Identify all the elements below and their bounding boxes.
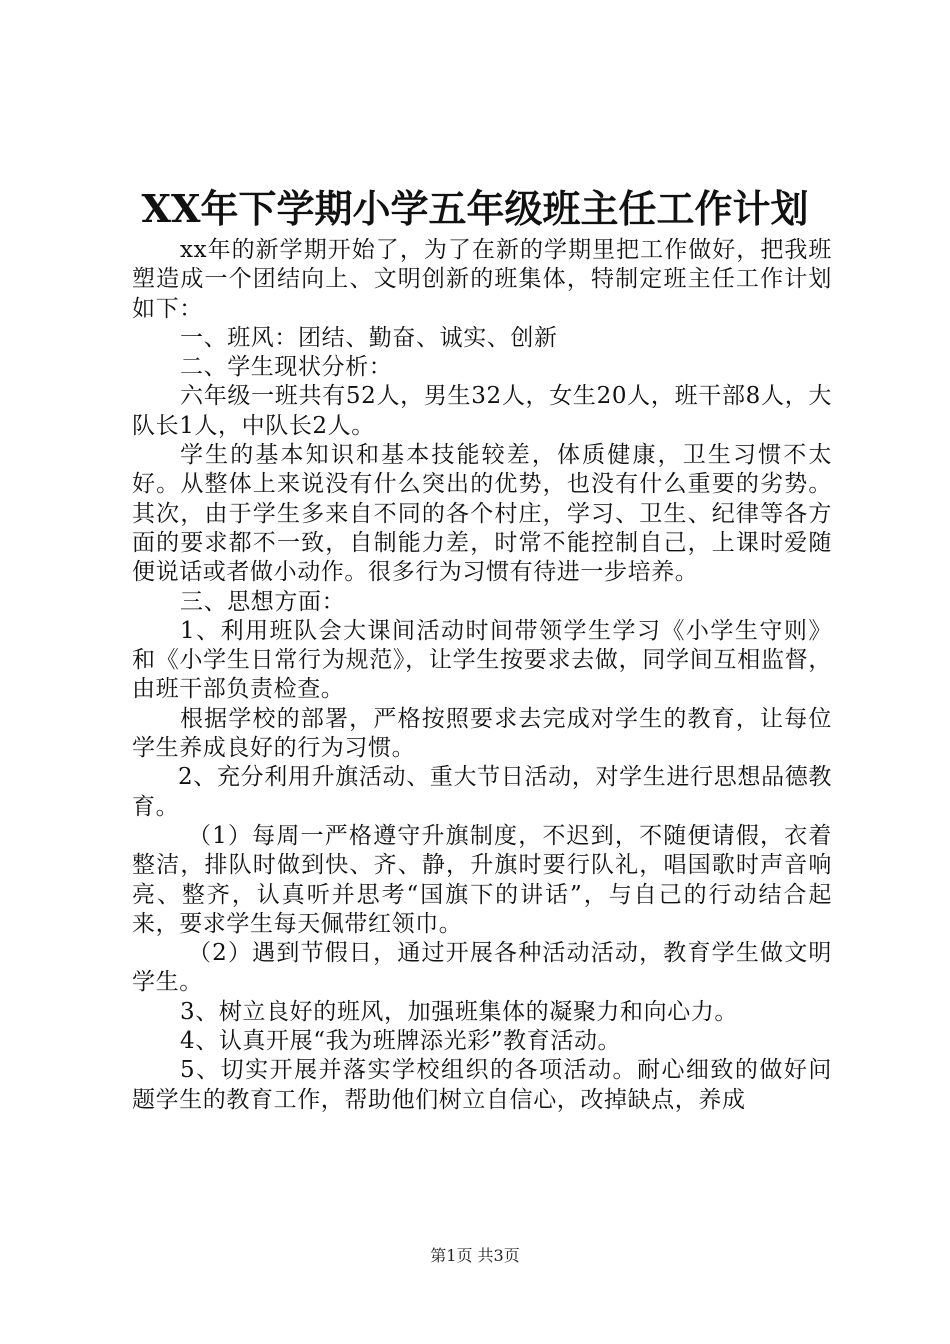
document-title: XX年下学期小学五年级班主任工作计划 [141, 186, 809, 231]
paragraph-item-4: 4、认真开展“我为班牌添光彩”教育活动。 [180, 1028, 622, 1055]
paragraph-intro: xx年的新学期开始了，为了在新的学期里把工作做好，把我班塑造成一个团结向上、文明创新的班集体，特制定班主任工作计划如下： [132, 237, 832, 322]
paragraph-item-5: 5、切实开展并落实学校组织的各项活动。耐心细致的做好问题学生的教育工作，帮助他们树立自信心，改掉缺点，养成 [132, 1057, 832, 1113]
paragraph-class-style: 一、班风：团结、勤奋、诚实、创新 [180, 324, 558, 351]
paragraph-ideology-heading: 三、思想方面： [180, 588, 346, 615]
paragraph-item-1: 1、利用班队会大课间活动时间带领学生学习《小学生守则》和《小学生日常行为规范》，让学生按要求去做，同学间互相监督，由班干部负责检查。 [132, 617, 832, 703]
paragraph-item-3: 3、树立良好的班风，加强班集体的凝聚力和向心力。 [180, 998, 739, 1025]
page-footer: 第1页 共3页 [430, 1246, 520, 1265]
paragraph-student-analysis-heading: 二、学生现状分析： [180, 354, 393, 381]
paragraph-item-2: 2、充分利用升旗活动、重大节日活动，对学生进行思想品德教育。 [132, 764, 832, 820]
paragraph-school-arrangement: 根据学校的部署，严格按照要求去完成对学生的教育，让每位学生养成良好的行为习惯。 [132, 705, 832, 762]
paragraph-item-2-2: （2）遇到节假日，通过开展各种活动活动，教育学生做文明学生。 [132, 940, 832, 996]
paragraph-class-stats: 六年级一班共有52人，男生32人，女生20人，班干部8人，大队长1人，中队长2人。 [132, 383, 832, 439]
paragraph-student-situation: 学生的基本知识和基本技能较差，体质健康，卫生习惯不太好。从整体上来说没有什么突出的优势，也没有什么重要的劣势。其次，由于学生多来自不同的各个村庄，学习、卫生、纪律等各方面的要求都不一致，自制能力差，时常不能控制自己，上课时爱随便说话或者做小动作。很多行为习惯有待进一步培养。 [132, 442, 832, 586]
document-body [132, 236, 832, 1115]
paragraph-item-2-1: （1）每周一严格遵守升旗制度，不迟到，不随便请假，衣着整洁，排队时做到快、齐、静，升旗时要行队礼，唱国歌时声音响亮、整齐，认真听并思考“国旗下的讲话”，与自己的行动结合起来，要求学生每天佩带红领巾。 [132, 822, 832, 937]
